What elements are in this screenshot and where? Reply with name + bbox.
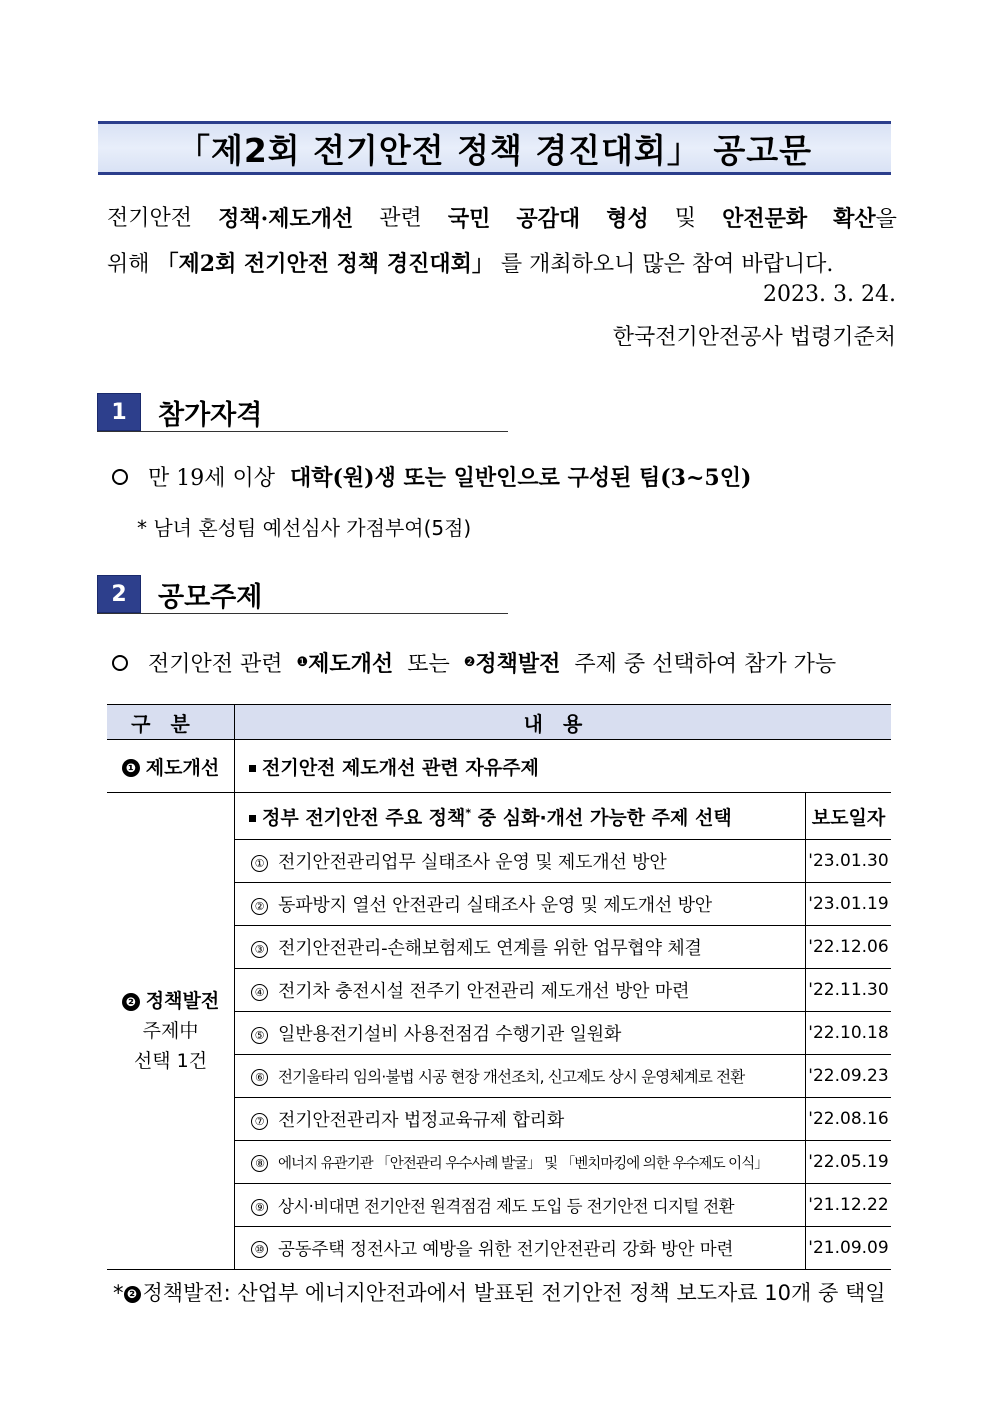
item-date: '23.01.19 xyxy=(806,883,892,926)
item-text-cell xyxy=(235,1055,806,1098)
item-text: 일반용전기설비 사용전점검 수행기관 일원화 xyxy=(278,1024,622,1045)
intro-text: 을 xyxy=(875,207,897,232)
item-number: ⑩ xyxy=(251,1241,268,1258)
document-title: 「제2회 전기안전 정책 경진대회」 공고문 xyxy=(176,130,813,170)
header-content: 내용 xyxy=(235,705,892,740)
item-number: ① xyxy=(251,855,268,872)
section-heading-2 xyxy=(97,575,508,614)
item-text-cell xyxy=(235,969,806,1012)
intro-bold: 형성 xyxy=(606,206,649,232)
square-bullet-icon xyxy=(249,815,256,822)
item-text: 공동주택 정전사고 예방을 위한 전기안전관리 강화 방안 마련 xyxy=(278,1239,734,1260)
organization-name: 한국전기안전공사 법령기준처 xyxy=(612,325,896,350)
eligibility-note: * 남녀 혼성팀 예선심사 가점부여(5점) xyxy=(137,516,472,540)
item-date: '22.05.19 xyxy=(806,1141,892,1184)
topic-bullet xyxy=(112,647,836,678)
item-text: 전기차 충전시설 전주기 안전관리 제도개선 방안 마련 xyxy=(278,981,690,1002)
intro-text: 관련 xyxy=(379,206,422,231)
item-text: 전기안전관리업무 실태조사 운영 및 제도개선 방안 xyxy=(278,852,667,873)
number-two-icon: ❷ xyxy=(124,1286,141,1303)
item-number: ⑨ xyxy=(251,1199,268,1216)
square-bullet-icon xyxy=(249,765,256,772)
section-number: 1 xyxy=(97,393,141,431)
item-text: 에너지 유관기관 「안전관리 우수사례 발굴」 및 「벤치마킹에 의한 우수제도 이식」 xyxy=(278,1155,768,1172)
content-text: 정부 전기안전 주요 정책 xyxy=(262,806,466,829)
number-two-icon: ❷ xyxy=(463,655,476,670)
section-heading-1 xyxy=(97,393,508,432)
item-text: 상시·비대면 전기안전 원격점검 제도 도입 등 전기안전 디지털 전환 xyxy=(278,1197,734,1216)
item-date: '22.09.23 xyxy=(806,1055,892,1098)
intro-bold: 확산 xyxy=(833,206,876,232)
policy-header-cell xyxy=(235,793,806,840)
item-text-cell xyxy=(235,1227,806,1270)
bullet-text: 만 19세 이상 xyxy=(148,466,275,491)
intro-bold: 국민 xyxy=(447,206,491,232)
table-header-row xyxy=(107,705,891,740)
bullet-bold: 제도개선 xyxy=(308,651,394,677)
content-cell xyxy=(235,740,892,793)
item-number: ② xyxy=(251,898,268,915)
footnote-mark: * xyxy=(465,806,472,820)
table-row-system-improvement xyxy=(107,740,891,793)
intro-bold: 정책·제도개선 xyxy=(218,206,354,232)
intro-bold: 공감대 xyxy=(516,206,581,232)
header-category: 구분 xyxy=(107,705,235,740)
section-number: 2 xyxy=(97,575,141,613)
intro-text: 를 개최하오니 많은 참여 바랍니다. xyxy=(500,252,834,277)
footnote-mark: * xyxy=(113,1281,124,1305)
intro-text: 전기안전 xyxy=(107,206,193,231)
eligibility-bullet xyxy=(112,461,751,492)
item-number: ④ xyxy=(251,984,268,1001)
section-title: 공모주제 xyxy=(158,581,263,613)
bullet-circle-icon xyxy=(112,469,128,485)
item-text: 전기울타리 임의·불법 시공 현장 개선조치, 신고제도 상시 운영체계로 전환 xyxy=(278,1068,745,1086)
intro-text: 위해 xyxy=(107,252,150,277)
bullet-bold: 대학(원)생 또는 일반인으로 구성된 팀(3~5인) xyxy=(290,465,752,491)
item-date: '21.12.22 xyxy=(806,1184,892,1227)
item-date: '23.01.30 xyxy=(806,840,892,883)
item-text-cell xyxy=(235,840,806,883)
content-text: 중 심화·개선 가능한 주제 선택 xyxy=(477,806,732,829)
item-text-cell xyxy=(235,926,806,969)
section-title: 참가자격 xyxy=(158,399,263,431)
number-two-icon: ❷ xyxy=(122,993,140,1011)
item-number: ⑤ xyxy=(251,1027,268,1044)
footnote-text: 정책발전: 산업부 에너지안전과에서 발표된 전기안전 정책 보도자료 10개 중 택일 xyxy=(142,1281,886,1305)
category-cell xyxy=(107,740,235,793)
intro-paragraph xyxy=(107,197,897,287)
item-text-cell xyxy=(235,1012,806,1055)
item-number: ③ xyxy=(251,941,268,958)
item-text: 전기안전관리-손해보험제도 연계를 위한 업무협약 체결 xyxy=(278,938,702,959)
item-date: '22.10.18 xyxy=(806,1012,892,1055)
date-header: 보도일자 xyxy=(806,793,892,840)
item-date: '22.08.16 xyxy=(806,1098,892,1141)
document-title-box xyxy=(98,121,891,175)
item-date: '22.11.30 xyxy=(806,969,892,1012)
bullet-text: 전기안전 관련 xyxy=(148,652,283,677)
item-text-cell xyxy=(235,1098,806,1141)
announcement-date: 2023. 3. 24. xyxy=(763,282,896,307)
item-number: ⑦ xyxy=(251,1113,268,1130)
category-sub: 주제中 xyxy=(142,1020,199,1042)
category-sub: 선택 1건 xyxy=(133,1050,208,1072)
table-row-policy-header xyxy=(107,793,891,840)
topic-table xyxy=(107,704,891,1270)
item-text-cell xyxy=(235,1141,806,1184)
intro-text: 및 xyxy=(674,206,697,231)
item-number: ⑧ xyxy=(251,1155,268,1172)
item-text: 전기안전관리자 법정교육규제 합리화 xyxy=(278,1110,565,1131)
bullet-circle-icon xyxy=(112,655,128,671)
item-text-cell xyxy=(235,1184,806,1227)
intro-bold: 안전문화 xyxy=(722,206,808,232)
category-cell xyxy=(107,793,235,1270)
category-label: 정책발전 xyxy=(145,990,220,1012)
content-text: 전기안전 제도개선 관련 자유주제 xyxy=(262,756,539,779)
bullet-text: 또는 xyxy=(407,652,450,677)
number-one-icon: ❶ xyxy=(122,759,140,777)
bullet-bold: 정책발전 xyxy=(475,651,561,677)
bullet-text: 주제 중 선택하여 참가 가능 xyxy=(574,652,837,677)
item-text-cell xyxy=(235,883,806,926)
item-date: '21.09.09 xyxy=(806,1227,892,1270)
item-date: '22.12.06 xyxy=(806,926,892,969)
table-footnote xyxy=(113,1277,886,1307)
intro-bold: 「제2회 전기안전 정책 경진대회」 xyxy=(156,251,494,277)
category-label: 제도개선 xyxy=(145,756,220,779)
item-number: ⑥ xyxy=(251,1069,268,1086)
number-one-icon: ❶ xyxy=(296,655,309,670)
item-text: 동파방지 열선 안전관리 실태조사 운영 및 제도개선 방안 xyxy=(278,895,712,916)
